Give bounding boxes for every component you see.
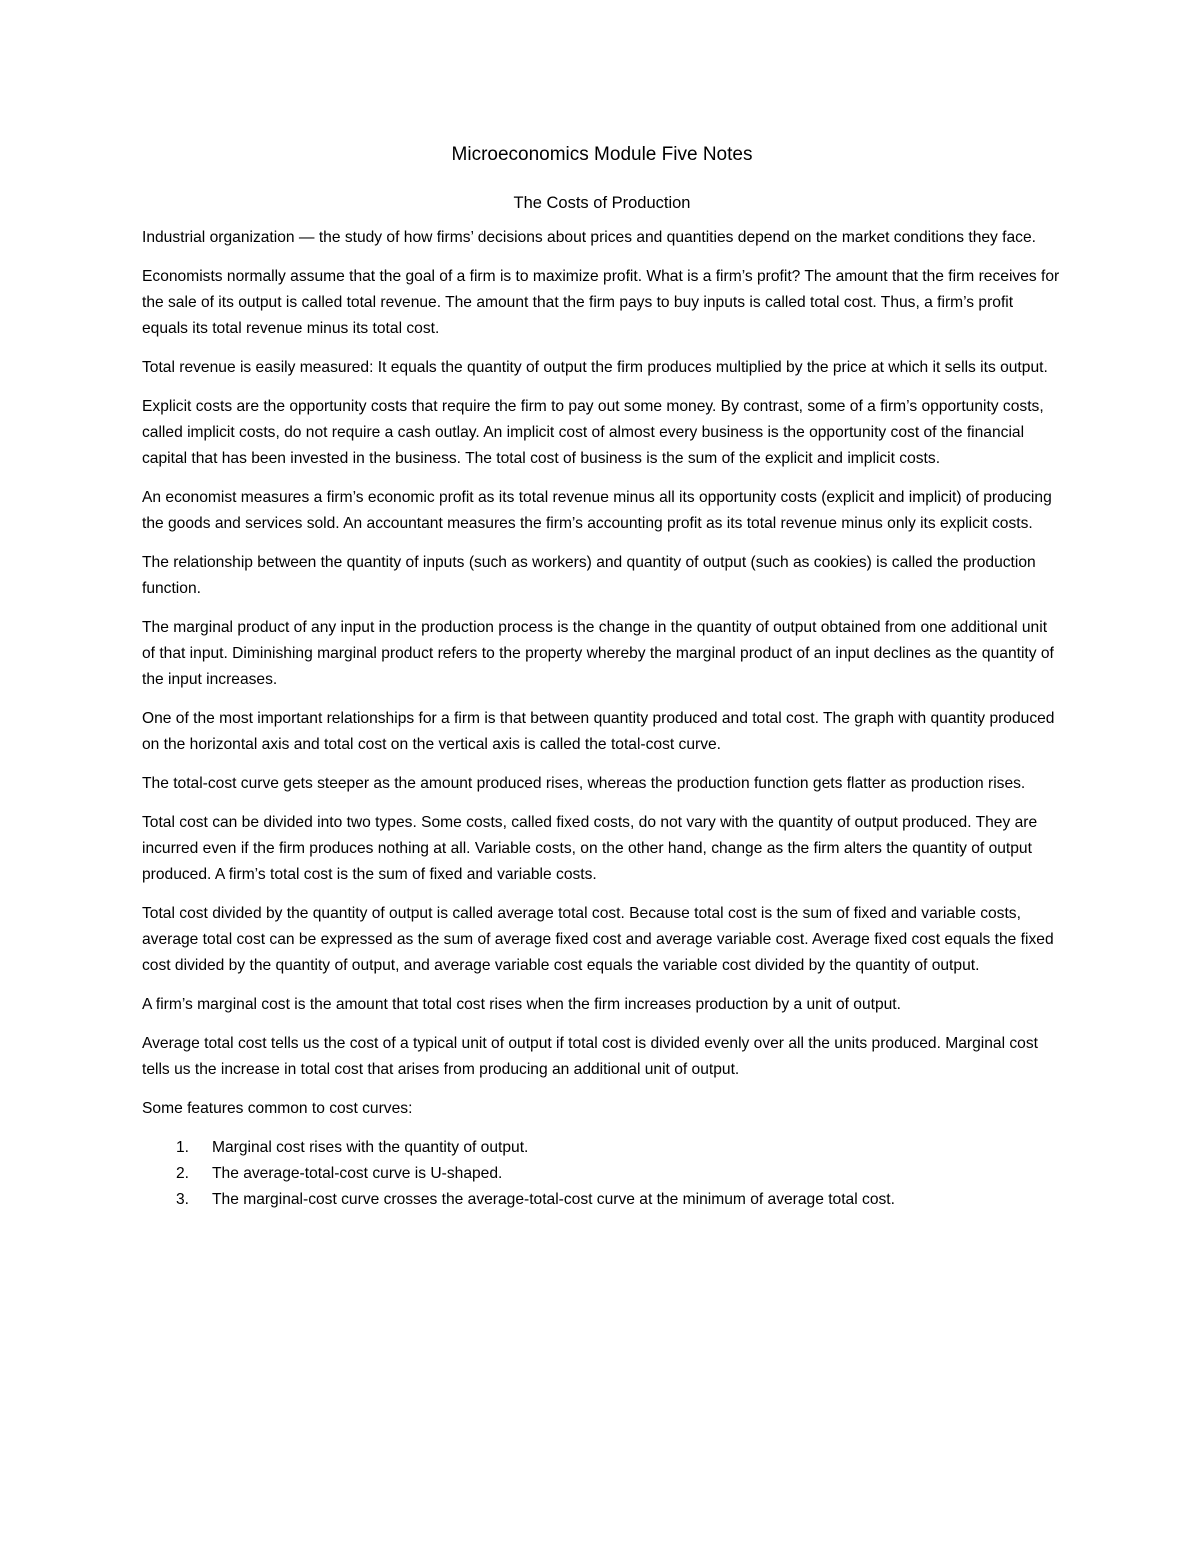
paragraph-marginal-product: The marginal product of any input in the production process is the change in the quantity of output obtained from one additional unit of that input. Diminishing marginal product refers to the property whereby the marginal product of an input declines as the quantity of the input increases.: [142, 619, 1054, 688]
paragraph-total-revenue: Total revenue is easily measured: It equals the quantity of output the firm produces multiplied by the price at which it sells its output.: [142, 359, 1048, 376]
list-item: [142, 1161, 1062, 1187]
paragraph-economic-accounting-profit: An economist measures a firm’s economic profit as its total revenue minus all its opportunity costs (explicit and implicit) of producing the goods and services sold. An accountant measures the firm’s accounting profit as its total revenue minus only its explicit costs.: [142, 489, 1052, 532]
list-item-text: Marginal cost rises with the quantity of output.: [212, 1139, 529, 1156]
paragraph-average-total-cost: Total cost divided by the quantity of output is called average total cost. Because total cost is the sum of fixed and variable costs, average total cost can be expressed as the sum of average fixed cost and average variable cost. Average fixed cost equals the fixed cost divided by the quantity of output, and average variable cost equals the variable cost divided by the quantity of output.: [142, 905, 1054, 974]
cost-curve-features-list: [142, 1135, 1062, 1213]
paragraph-curve-steepness: The total-cost curve gets steeper as the amount produced rises, whereas the production function gets flatter as production rises.: [142, 775, 1026, 792]
list-item-number: 3.: [176, 1191, 190, 1208]
list-item: [142, 1187, 1062, 1213]
paragraph-explicit-implicit-costs: Explicit costs are the opportunity costs that require the firm to pay out some money. By contrast, some of a firm’s opportunity costs, called implicit costs, do not require a cash outlay. An implicit cost of almost every business is the opportunity cost of the financial capital that has been invested in the business. The total cost of business is the sum of the explicit and implicit costs.: [142, 398, 1044, 467]
list-item-number: 2.: [176, 1165, 190, 1182]
paragraph-total-cost-curve: One of the most important relationships for a firm is that between quantity produced and total cost. The graph with quantity produced on the horizontal axis and total cost on the vertical axis is called the total-cost curve.: [142, 710, 1055, 753]
paragraph-fixed-variable-costs: Total cost can be divided into two types. Some costs, called fixed costs, do not vary with the quantity of output produced. They are incurred even if the firm produces nothing at all. Variable costs, on the other hand, change as the firm alters the quantity of output produced. A firm’s total cost is the sum of fixed and variable costs.: [142, 814, 1038, 883]
paragraph-profit: Economists normally assume that the goal of a firm is to maximize profit. What is a firm’s profit? The amount that the firm receives for the sale of its output is called total revenue. The amount that the firm pays to buy inputs is called total cost. Thus, a firm’s profit equals its total revenue minus its total cost.: [142, 268, 1060, 337]
paragraph-industrial-organization: Industrial organization — the study of how firms’ decisions about prices and quantities depend on the market conditions they face.: [142, 229, 1036, 246]
list-item-number: 1.: [176, 1139, 190, 1156]
paragraph-production-function: The relationship between the quantity of inputs (such as workers) and quantity of output (such as cookies) is called the production function.: [142, 554, 1036, 597]
list-item: [142, 1135, 1062, 1161]
paragraph-average-vs-marginal: Average total cost tells us the cost of a typical unit of output if total cost is divided evenly over all the units produced. Marginal cost tells us the increase in total cost that arises from producing an additional unit of output.: [142, 1035, 1038, 1078]
document-title: Microeconomics Module Five Notes: [451, 144, 753, 165]
paragraph-marginal-cost: A firm’s marginal cost is the amount that total cost rises when the firm increases production by a unit of output.: [142, 996, 901, 1013]
document-subtitle: The Costs of Production: [513, 194, 691, 212]
paragraph-list-intro: Some features common to cost curves:: [142, 1100, 413, 1117]
list-item-text: The average-total-cost curve is U-shaped.: [212, 1165, 503, 1182]
document-page: [142, 140, 1062, 1213]
list-item-text: The marginal-cost curve crosses the average-total-cost curve at the minimum of average total cost.: [212, 1191, 895, 1208]
